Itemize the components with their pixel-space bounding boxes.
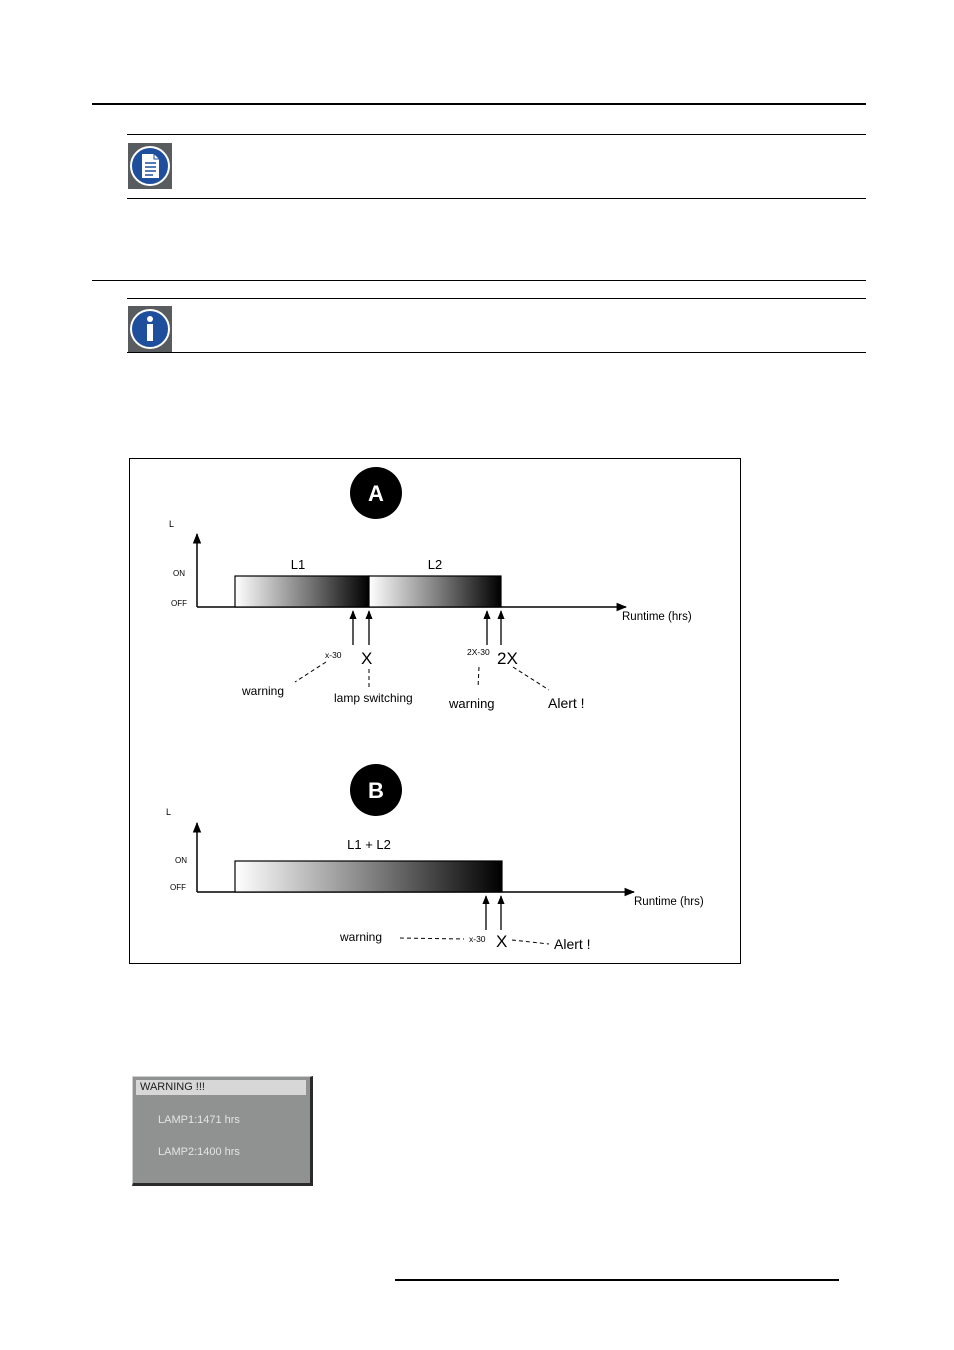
b-warning-label: warning [340, 930, 383, 944]
badge-a: A [368, 481, 384, 506]
a-x-label: Runtime (hrs) [622, 611, 692, 623]
a-2x-label: 2X [497, 649, 518, 668]
b-off-label: OFF [170, 883, 186, 892]
a-lamp1-bar [235, 576, 369, 607]
a-switching-label: lamp switching [334, 691, 413, 705]
section-rule [92, 280, 866, 281]
b-x30-label: x-30 [469, 934, 486, 944]
a-y-label: L [169, 519, 175, 529]
b-y-label: L [166, 807, 172, 817]
b-lamps-label: L1 + L2 [347, 837, 391, 852]
osd-title: WARNING !!! [136, 1080, 306, 1095]
b-on-label: ON [175, 856, 187, 865]
a-lamp1-label: L1 [290, 557, 306, 572]
b-x-point-label: X [496, 932, 508, 951]
footer-rule [395, 1279, 839, 1281]
a-lamp2-label: L2 [427, 557, 443, 572]
a-lamp2-bar [369, 576, 501, 607]
a-warning2-label: warning [449, 696, 495, 711]
a-warning1-label: warning [242, 684, 285, 698]
a-x30-label: x-30 [325, 650, 342, 660]
info-bottom-rule [127, 352, 866, 353]
osd-lamp2-hours: LAMP2:1400 hrs [158, 1146, 240, 1158]
osd-lamp1-hours: LAMP1:1471 hrs [158, 1114, 240, 1126]
info-icon [128, 306, 172, 352]
osd-warning-panel [132, 1076, 313, 1186]
badge-b: B [368, 778, 384, 803]
a-on-label: ON [173, 569, 185, 578]
top-rule [92, 103, 866, 105]
a-off-label: OFF [171, 599, 187, 608]
a-x-point-label: X [361, 649, 373, 668]
a-alert-label: Alert ! [548, 695, 585, 711]
note-top-rule [127, 134, 866, 135]
note-icon [128, 143, 172, 189]
lamp-runtime-diagram [129, 458, 741, 964]
b-lamps-bar [235, 861, 502, 892]
b-alert-label: Alert ! [554, 936, 591, 952]
b-x-label: Runtime (hrs) [634, 896, 704, 908]
info-top-rule [127, 298, 866, 299]
note-bottom-rule [127, 198, 866, 199]
a-2x30-label: 2X-30 [467, 647, 490, 657]
